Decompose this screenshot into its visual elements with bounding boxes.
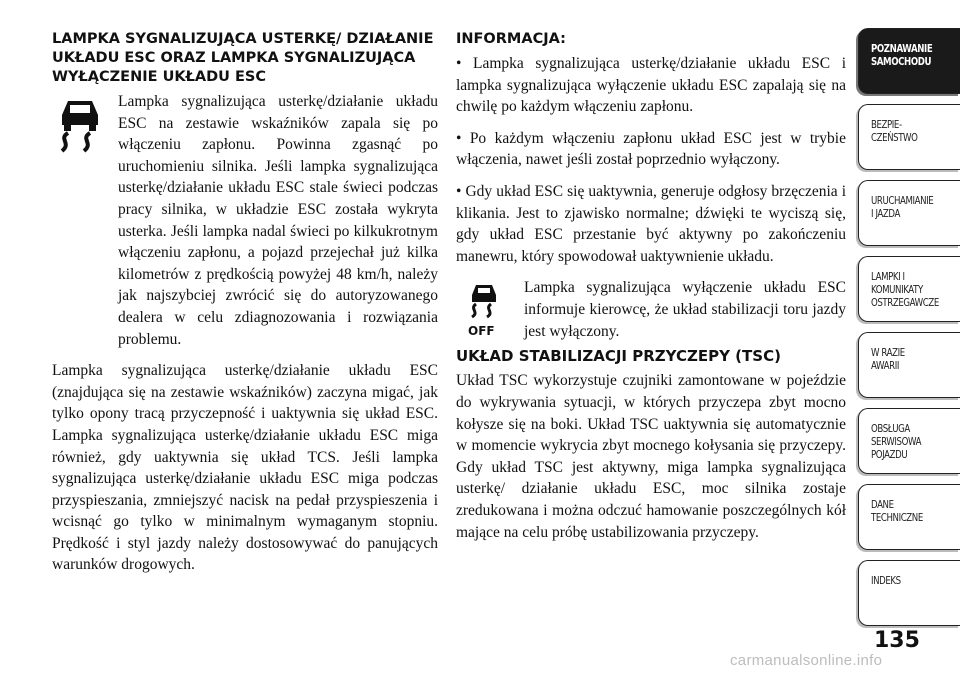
tab-label: BEZPIE- CZEŃSTWO (871, 119, 918, 144)
tab-indeks[interactable] (858, 560, 960, 626)
esc-section-heading: LAMPKA SYGNALIZUJĄCA USTERKĘ/ DZIAŁANIE UKŁADU ESC ORAZ LAMPKA SYGNALIZUJĄCA WYŁĄCZENIE UKŁADU ESC (52, 31, 434, 85)
tab-bezpieczenstwo[interactable] (858, 104, 960, 170)
esc-flashing-paragraph: Lampka sygnalizująca usterkę/działanie układu ESC (znajdująca się na zestawie wskaźników) zaczyna migać, jak tylko opony tracą przyczepność i uaktywnia się układ ESC. Lampka sygnalizująca usterkę/działanie układu ESC miga również, gdy uaktywnia się układ TCS. Jeśli lampka sygnalizująca usterkę/działanie układu ESC miga podczas przyspieszania, zmniejszyć nacisk na pedał przyspieszenia i wcisnąć go tylko w minimalnym wymaganym stopniu. Prędkość i styl jazdy należy dostosowywać do panujących warunków drogowych. (52, 362, 438, 574)
tsc-paragraph: Układ TSC wykorzystuje czujniki zamontowane w pojeździe do wykrywania sytuacji, w których przyczepa zbyt mocno kołysze się na boki. Układ TSC uaktywnia się automatycznie w momencie wykrycia zbyt mocnego kołysania się przyczepy. Gdy układ TSC jest aktywny, miga lampka sygnalizująca usterkę/ działanie układu ESC, moc silnika zostaje zredukowana i można odczuć hamowanie poszczególnych kół mające na celu próbę ustabilizowania przyczepy. (456, 372, 846, 541)
tab-label: URUCHAMIANIE I JAZDA (871, 195, 934, 220)
watermark: carmanualsonline.info (730, 652, 883, 669)
tab-dane-techniczne[interactable] (858, 484, 960, 550)
tab-obsluga-serwisowa[interactable] (858, 408, 960, 474)
tab-label: W RAZIE AWARII (871, 347, 905, 372)
right-column (456, 30, 846, 553)
esc-off-icon-label: OFF (468, 324, 495, 339)
info-bullet-1: • Lampka sygnalizująca usterkę/działanie układu ESC i lampka sygnalizująca wyłączenie układu ESC zapalają się na chwilę po każdym włączeniu zapłonu. (456, 55, 846, 116)
tab-uruchamianie-i-jazda[interactable] (858, 180, 960, 246)
esc-skid-car-icon (52, 93, 108, 153)
info-bullet-2: • Po każdym włączeniu zapłonu układ ESC jest w trybie włączenia, nawet jeśli został poprzednio wyłączony. (456, 129, 846, 169)
esc-off-paragraph: Lampka sygnalizująca wyłączenie układu ESC informuje kierowcę, że układ stabilizacji toru jazdy jest wyłączony. (524, 279, 846, 340)
tab-lampki-i-komunikaty[interactable] (858, 256, 960, 322)
tab-label: LAMPKI I KOMUNIKATY OSTRZEGAWCZE (871, 271, 939, 309)
page-number: 135 (874, 628, 920, 653)
esc-indicator-paragraph: Lampka sygnalizująca usterkę/działanie układu ESC na zestawie wskaźników zapala się po włączeniu zapłonu. Powinna zgasnąć po uruchomieniu silnika. Jeśli lampka sygnalizująca usterkę/działanie układu ESC stale świeci podczas pracy silnika, w układzie ESC została wykryta usterka. Jeśli lampka nadal świeci po kilkukrotnym włączeniu zapłonu, a pojazd przejechał już kilka kilometrów z prędkością powyżej 48 km/h, należy jak najszybciej zwrócić się do autoryzowanego dealera w celu zdiagnozowania i rozwiązania problemu. (118, 93, 438, 348)
chapter-tabs (858, 28, 960, 636)
info-heading: INFORMACJA: (456, 31, 566, 47)
tab-label: POZNAWANIE SAMOCHODU (871, 43, 933, 68)
esc-off-block (456, 277, 846, 347)
esc-indicator-block (52, 91, 438, 350)
tab-label: OBSŁUGA SERWISOWA POJAZDU (871, 423, 922, 461)
tab-label: INDEKS (871, 575, 901, 587)
esc-off-icon (456, 279, 512, 339)
left-column (52, 30, 438, 586)
tab-poznawanie-samochodu[interactable] (858, 28, 960, 94)
tab-label: DANE TECHNICZNE (871, 499, 923, 524)
tab-w-razie-awarii[interactable] (858, 332, 960, 398)
info-bullet-3: • Gdy układ ESC się uaktywnia, generuje odgłosy brzęczenia i klikania. Jest to zjawisko normalne; dźwięki te wyciszą się, gdy układ ESC przestanie być aktywny po zakończeniu manewru, który spowodował uaktywnienie układu. (456, 182, 846, 265)
tsc-heading: UKŁAD STABILIZACJI PRZYCZEPY (TSC) (456, 347, 781, 366)
